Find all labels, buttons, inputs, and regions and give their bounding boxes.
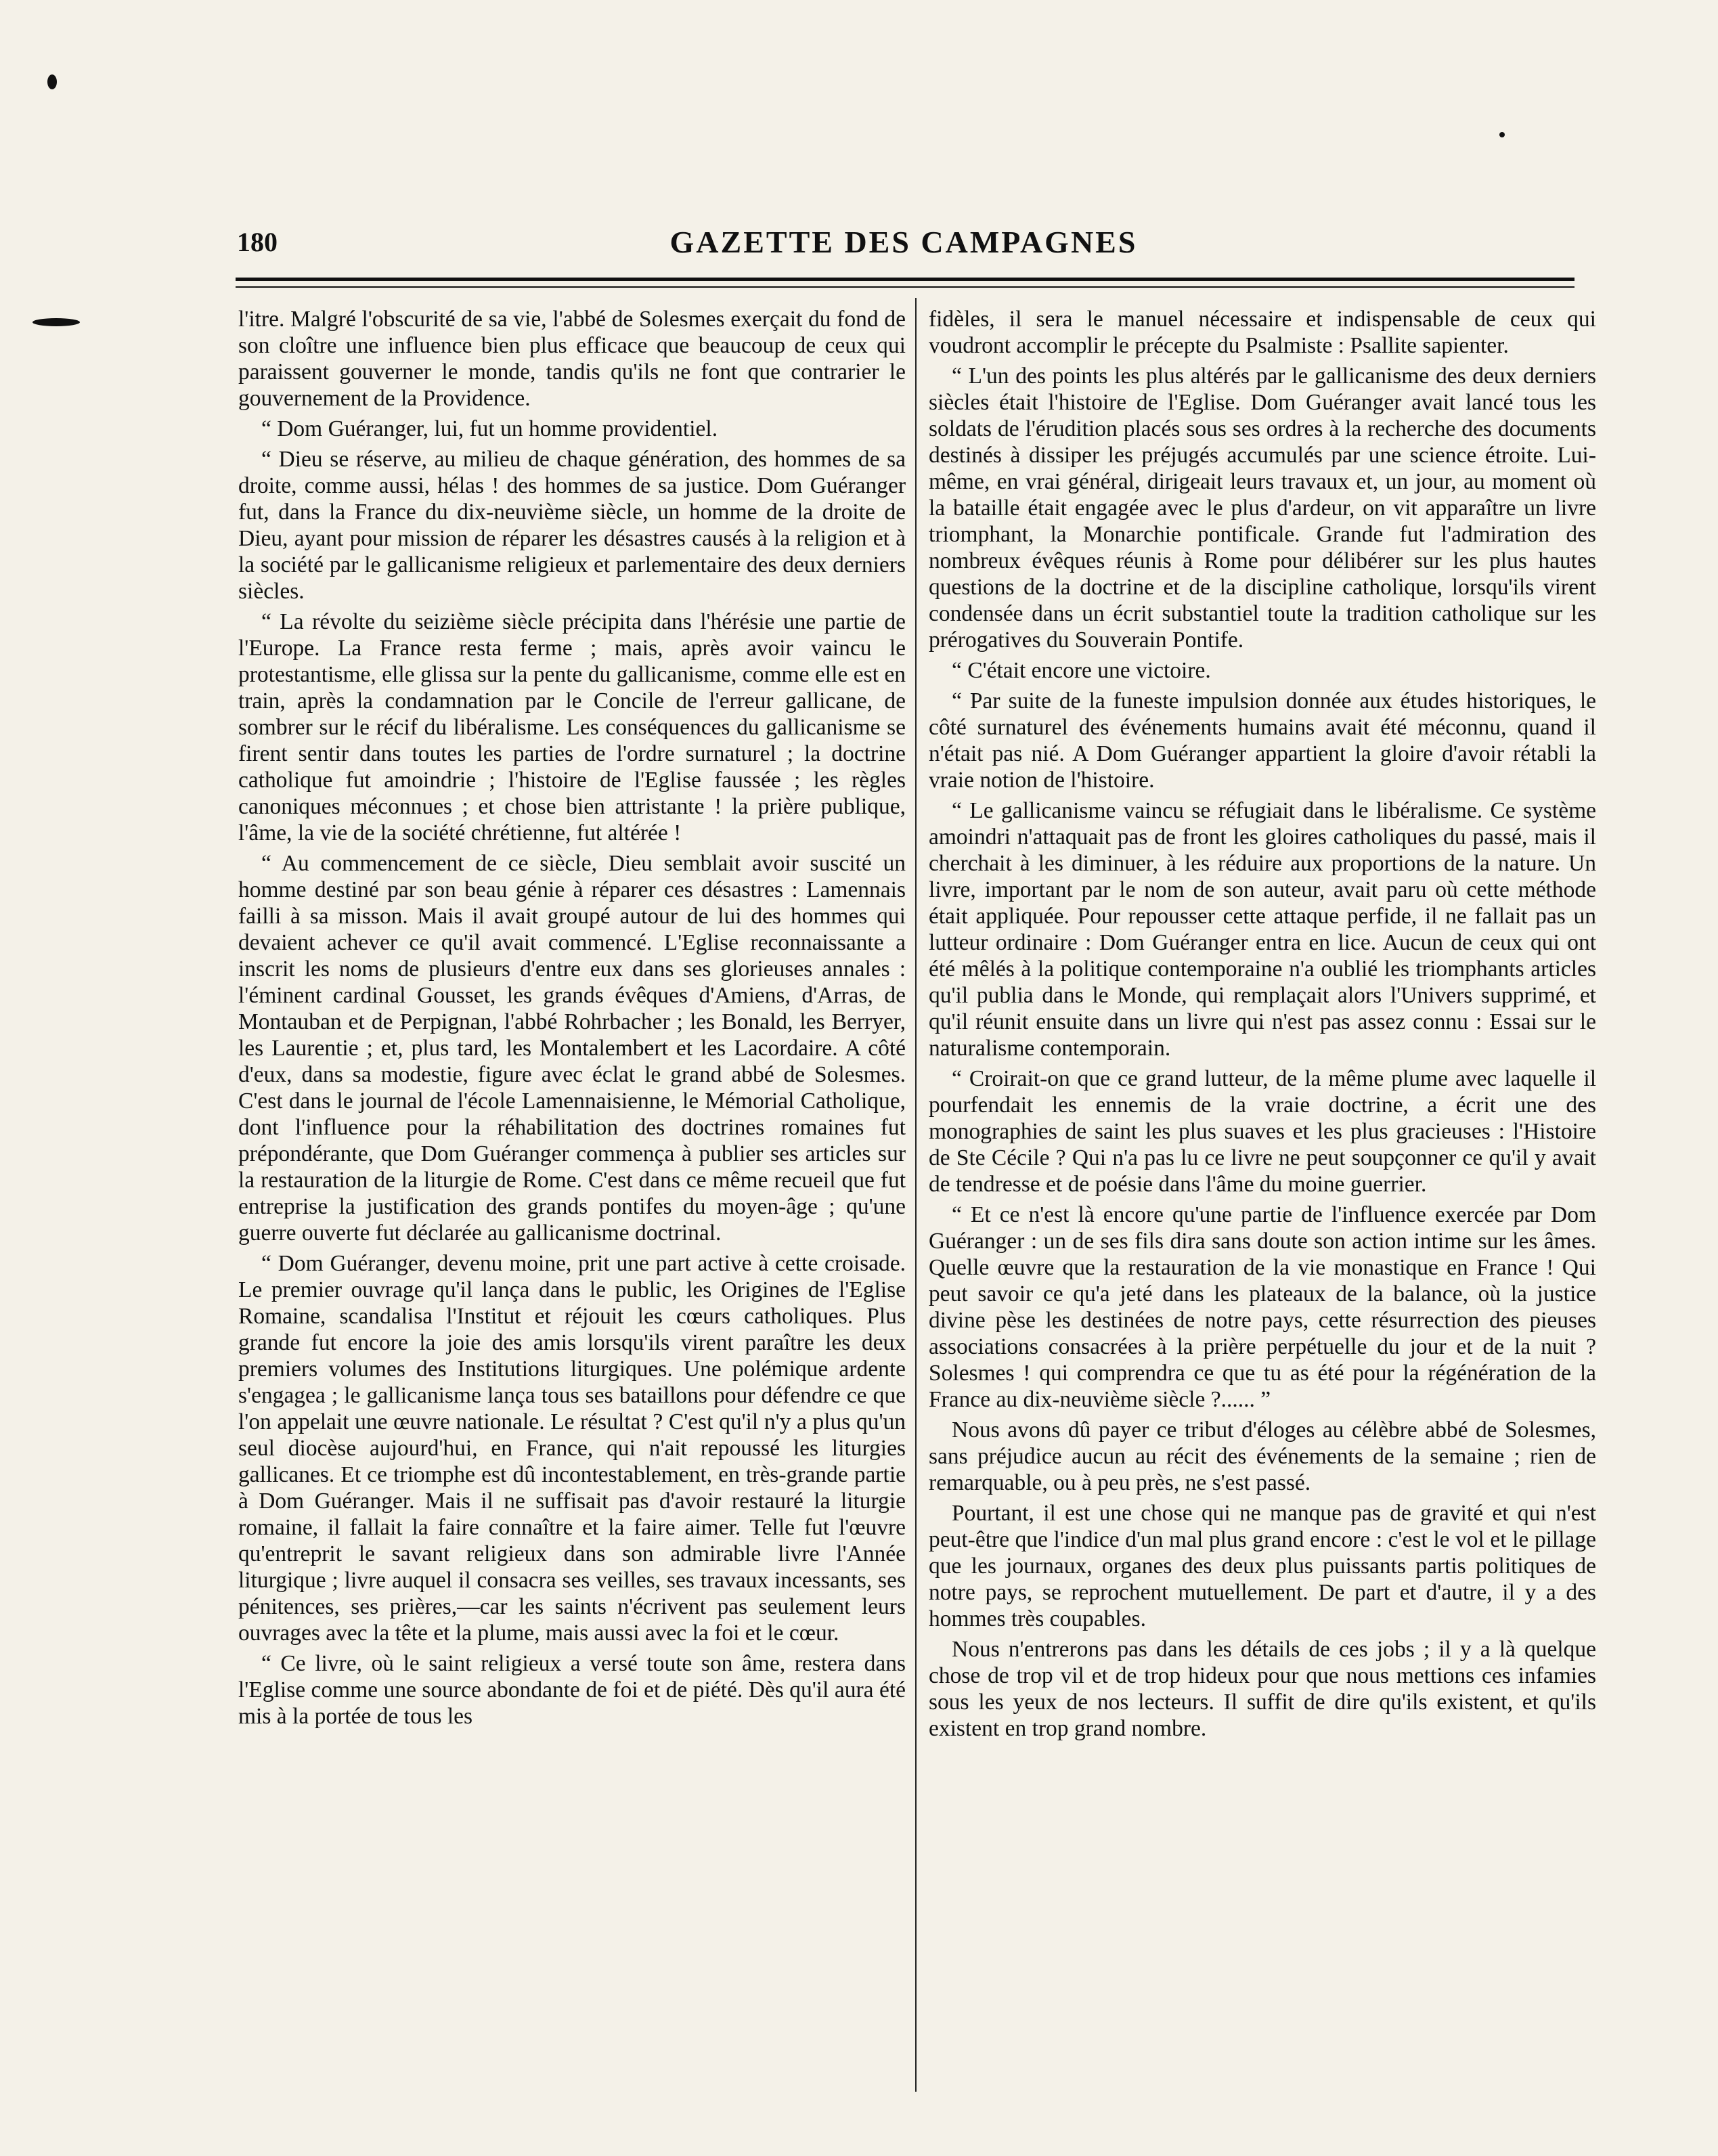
- paragraph: Nous n'entrerons pas dans les détails de ces jobs ; il y a là quelque chose de trop vil et de trop hideux pour que nous mettions ces infamies sous les yeux de nos lecteurs. Il suffit de dire qu'ils existent, et qu'ils existent en trop grand nombre.: [929, 1637, 1596, 1741]
- header-rule: [236, 278, 1574, 281]
- paragraph: “ L'un des points les plus altérés par le gallicanisme des deux derniers siècles était l'histoire de l'Eglise. Dom Guéranger avait lancé tous les soldats de l'érudition placés sous ses ordres à la recherche des documents destinés à dissiper les préjugés accumulés par une science étroite. Lui-même, en vrai général, dirigeait leurs travaux et, un jour, au moment où la bataille était engagée avec le plus d'ardeur, on vit apparaître un livre triomphant, la Monarchie pontificale. Grande fut l'admiration des nombreux évêques réunis à Rome pour délibérer sur les plus hautes questions de la doctrine et de la discipline catholique, lorsqu'ils virent condensée dans un écrit substantiel toute la tradition catholique sur les prérogatives du Souverain Pontife.: [929, 364, 1596, 653]
- left-column: [238, 306, 906, 2100]
- paragraph: Nous avons dû payer ce tribut d'éloges au célèbre abbé de Solesmes, sans préjudice aucun au récit des événements de la semaine ; rien de remarquable, ou à peu près, ne s'est passé.: [929, 1417, 1596, 1495]
- page-title: GAZETTE DES CAMPAGNES: [669, 224, 1138, 259]
- page-header: [237, 218, 1570, 265]
- header-rule-thin: [236, 286, 1574, 288]
- paragraph: “ Par suite de la funeste impulsion donnée aux études historiques, le côté surnaturel des événements humains avait été méconnu, quand il n'était pas nié. A Dom Guéranger appartient la gloire d'avoir rétabli la vraie notion de l'histoire.: [929, 688, 1596, 793]
- right-column: [929, 306, 1596, 2100]
- ink-smudge: [47, 74, 57, 89]
- paragraph: “ C'était encore une victoire.: [952, 658, 1211, 683]
- ink-smudge: [1499, 132, 1505, 137]
- paragraph: “ Ce livre, où le saint religieux a versé toute son âme, restera dans l'Eglise comme une source abondante de foi et de piété. Dès qu'il aura été mis à la portée de tous les: [238, 1651, 906, 1729]
- paragraph: “ Dom Guéranger, devenu moine, prit une part active à cette croisade. Le premier ouvrage qu'il lança dans le public, les Origines de l'Eglise Romaine, scandalisa l'Institut et réjouit les cœurs catholiques. Plus grande fut encore la joie des amis lorsqu'ils virent paraître les deux premiers volumes des Institutions liturgiques. Une polémique ardente s'engagea ; le gallicanisme lança tous ses bataillons pour défendre ce que l'on appelait une œuvre nationale. Le résultat ? C'est qu'il n'y a plus qu'un seul diocèse aujourd'hui, en France, qui n'ait repoussé les liturgies gallicanes. Et ce triomphe est dû incontestablement, en très-grande partie à Dom Guéranger. Mais il ne suffisait pas d'avoir restauré la liturgie romaine, il fallait la faire connaître et la faire aimer. Telle fut l'œuvre qu'entreprit le savant religieux dans son admirable livre l'Année liturgique ; livre auquel il consacra ses veilles, ses travaux incessants, ses pénitences, ses prières,—car les saints n'écrivent pas seulement leurs ouvrages avec la tête et la plume, mais aussi avec la foi et le cœur.: [238, 1251, 906, 1646]
- paragraph: “ Croirait-on que ce grand lutteur, de la même plume avec laquelle il pourfendait les ennemis de la vraie doctrine, a écrit une des monographies de saint les plus suaves et les plus gracieuses : l'Histoire de Ste Cécile ? Qui n'a pas lu ce livre ne peut soupçonner ce qu'il y avait de tendresse et de poésie dans l'âme du moine guerrier.: [929, 1066, 1596, 1197]
- paragraph: “ Le gallicanisme vaincu se réfugiait dans le libéralisme. Ce système amoindri n'attaquait pas de front les gloires catholiques du passé, mais il cherchait à les diminuer, à les réduire aux proportions de la nature. Un livre, important par le nom de son auteur, avait paru où cette méthode était appliquée. Pour repousser cette attaque perfide, il ne fallait pas un lutteur ordinaire : Dom Guéranger entra en lice. Aucun de ceux qui ont été mêlés à la politique contemporaine n'a oublié les triomphants articles qu'il publia dans le Monde, qui remplaçait alors l'Univers supprimé, et qu'il réunit ensuite dans un livre qui n'est pas assez connu : Essai sur le naturalisme contemporain.: [929, 798, 1596, 1061]
- paragraph: Pourtant, il est une chose qui ne manque pas de gravité et qui n'est peut-être que l'indice d'un mal plus grand encore : c'est le vol et le pillage que les journaux, organes des deux plus puissants partis politiques de notre pays, se reprochent mutuellement. De part et d'autre, il y a des hommes très coupables.: [929, 1501, 1596, 1631]
- paragraph: “ Au commencement de ce siècle, Dieu semblait avoir suscité un homme destiné par son beau génie à réparer ces désastres : Lamennais failli à sa misson. Mais il avait groupé autour de lui des hommes qui devaient achever ce qu'il avait commencé. L'Eglise reconnaissante a inscrit les noms de plusieurs d'entre eux dans ses glorieuses annales : l'éminent cardinal Gousset, les grands évêques d'Amiens, d'Arras, de Montauban et de Perpignan, l'abbé Rohrbacher ; les Bonald, les Berryer, les Laurentie ; et, plus tard, les Montalembert et les Lacordaire. A côté d'eux, dans sa modestie, figure avec éclat le grand abbé de Solesmes. C'est dans le journal de l'école Lamennaisienne, le Mémorial Catholique, dont l'influence pour la réhabilitation des doctrines romaines fut prépondérante, que Dom Guéranger commença à publier ses articles sur la restauration de la liturgie de Rome. C'est dans ce même recueil que fut entreprise la justification des grands pontifes du moyen-âge ; qu'une guerre ouverte fut déclarée au gallicanisme doctrinal.: [238, 851, 906, 1246]
- paragraph: “ Dieu se réserve, au milieu de chaque génération, des hommes de sa droite, comme aussi, hélas ! des hommes de sa justice. Dom Guéranger fut, dans la France du dix-neuvième siècle, un homme de la droite de Dieu, ayant pour mission de réparer les désastres causés à la religion et à la société par le gallicanisme religieux et parlementaire des deux derniers siècles.: [238, 447, 906, 604]
- paragraph: “ La révolte du seizième siècle précipita dans l'hérésie une partie de l'Europe. La France resta ferme ; mais, après avoir vaincu le protestantisme, elle glissa sur la pente du gallicanisme, comme elle est en train, après la condamnation par le Concile de l'erreur gallicane, de sombrer sur le récif du libéralisme. Les conséquences du gallicanisme se firent sentir dans toutes les parties de l'ordre surnaturel ; la doctrine catholique fut amoindrie ; l'histoire de l'Eglise faussée ; les règles canoniques méconnues ; et chose bien attristante ! la prière publique, l'âme, la vie de la société chrétienne, fut altérée !: [238, 609, 906, 845]
- page-number: 180: [237, 226, 278, 257]
- paragraph: l'itre. Malgré l'obscurité de sa vie, l'abbé de Solesmes exerçait du fond de son cloître une influence bien plus efficace que beaucoup de ceux qui paraissent gouverner le monde, tandis qu'ils ne font que contrarier le gouvernement de la Providence.: [238, 307, 906, 411]
- paragraph: “ Et ce n'est là encore qu'une partie de l'influence exercée par Dom Guéranger : un de ses fils dira sans doute son action intime sur les âmes. Quelle œuvre que la restauration de la vie monastique en France ! Qui peut savoir ce qu'a jeté dans les plateaux de la balance, où la justice divine pèse les destinées de notre pays, cette résurrection des pieuses associations consacrées à la prière perpétuelle du jour et de la nuit ? Solesmes ! qui comprendra ce que tu as été pour la régénération de la France au dix-neuvième siècle ?...... ”: [929, 1202, 1596, 1412]
- paragraph: fidèles, il sera le manuel nécessaire et indispensable de ceux qui voudront accomplir le précepte du Psalmiste : Psallite sapienter.: [929, 307, 1596, 358]
- ink-smudge: [32, 318, 80, 326]
- column-divider: [915, 298, 917, 2092]
- paragraph: “ Dom Guéranger, lui, fut un homme providentiel.: [261, 416, 718, 441]
